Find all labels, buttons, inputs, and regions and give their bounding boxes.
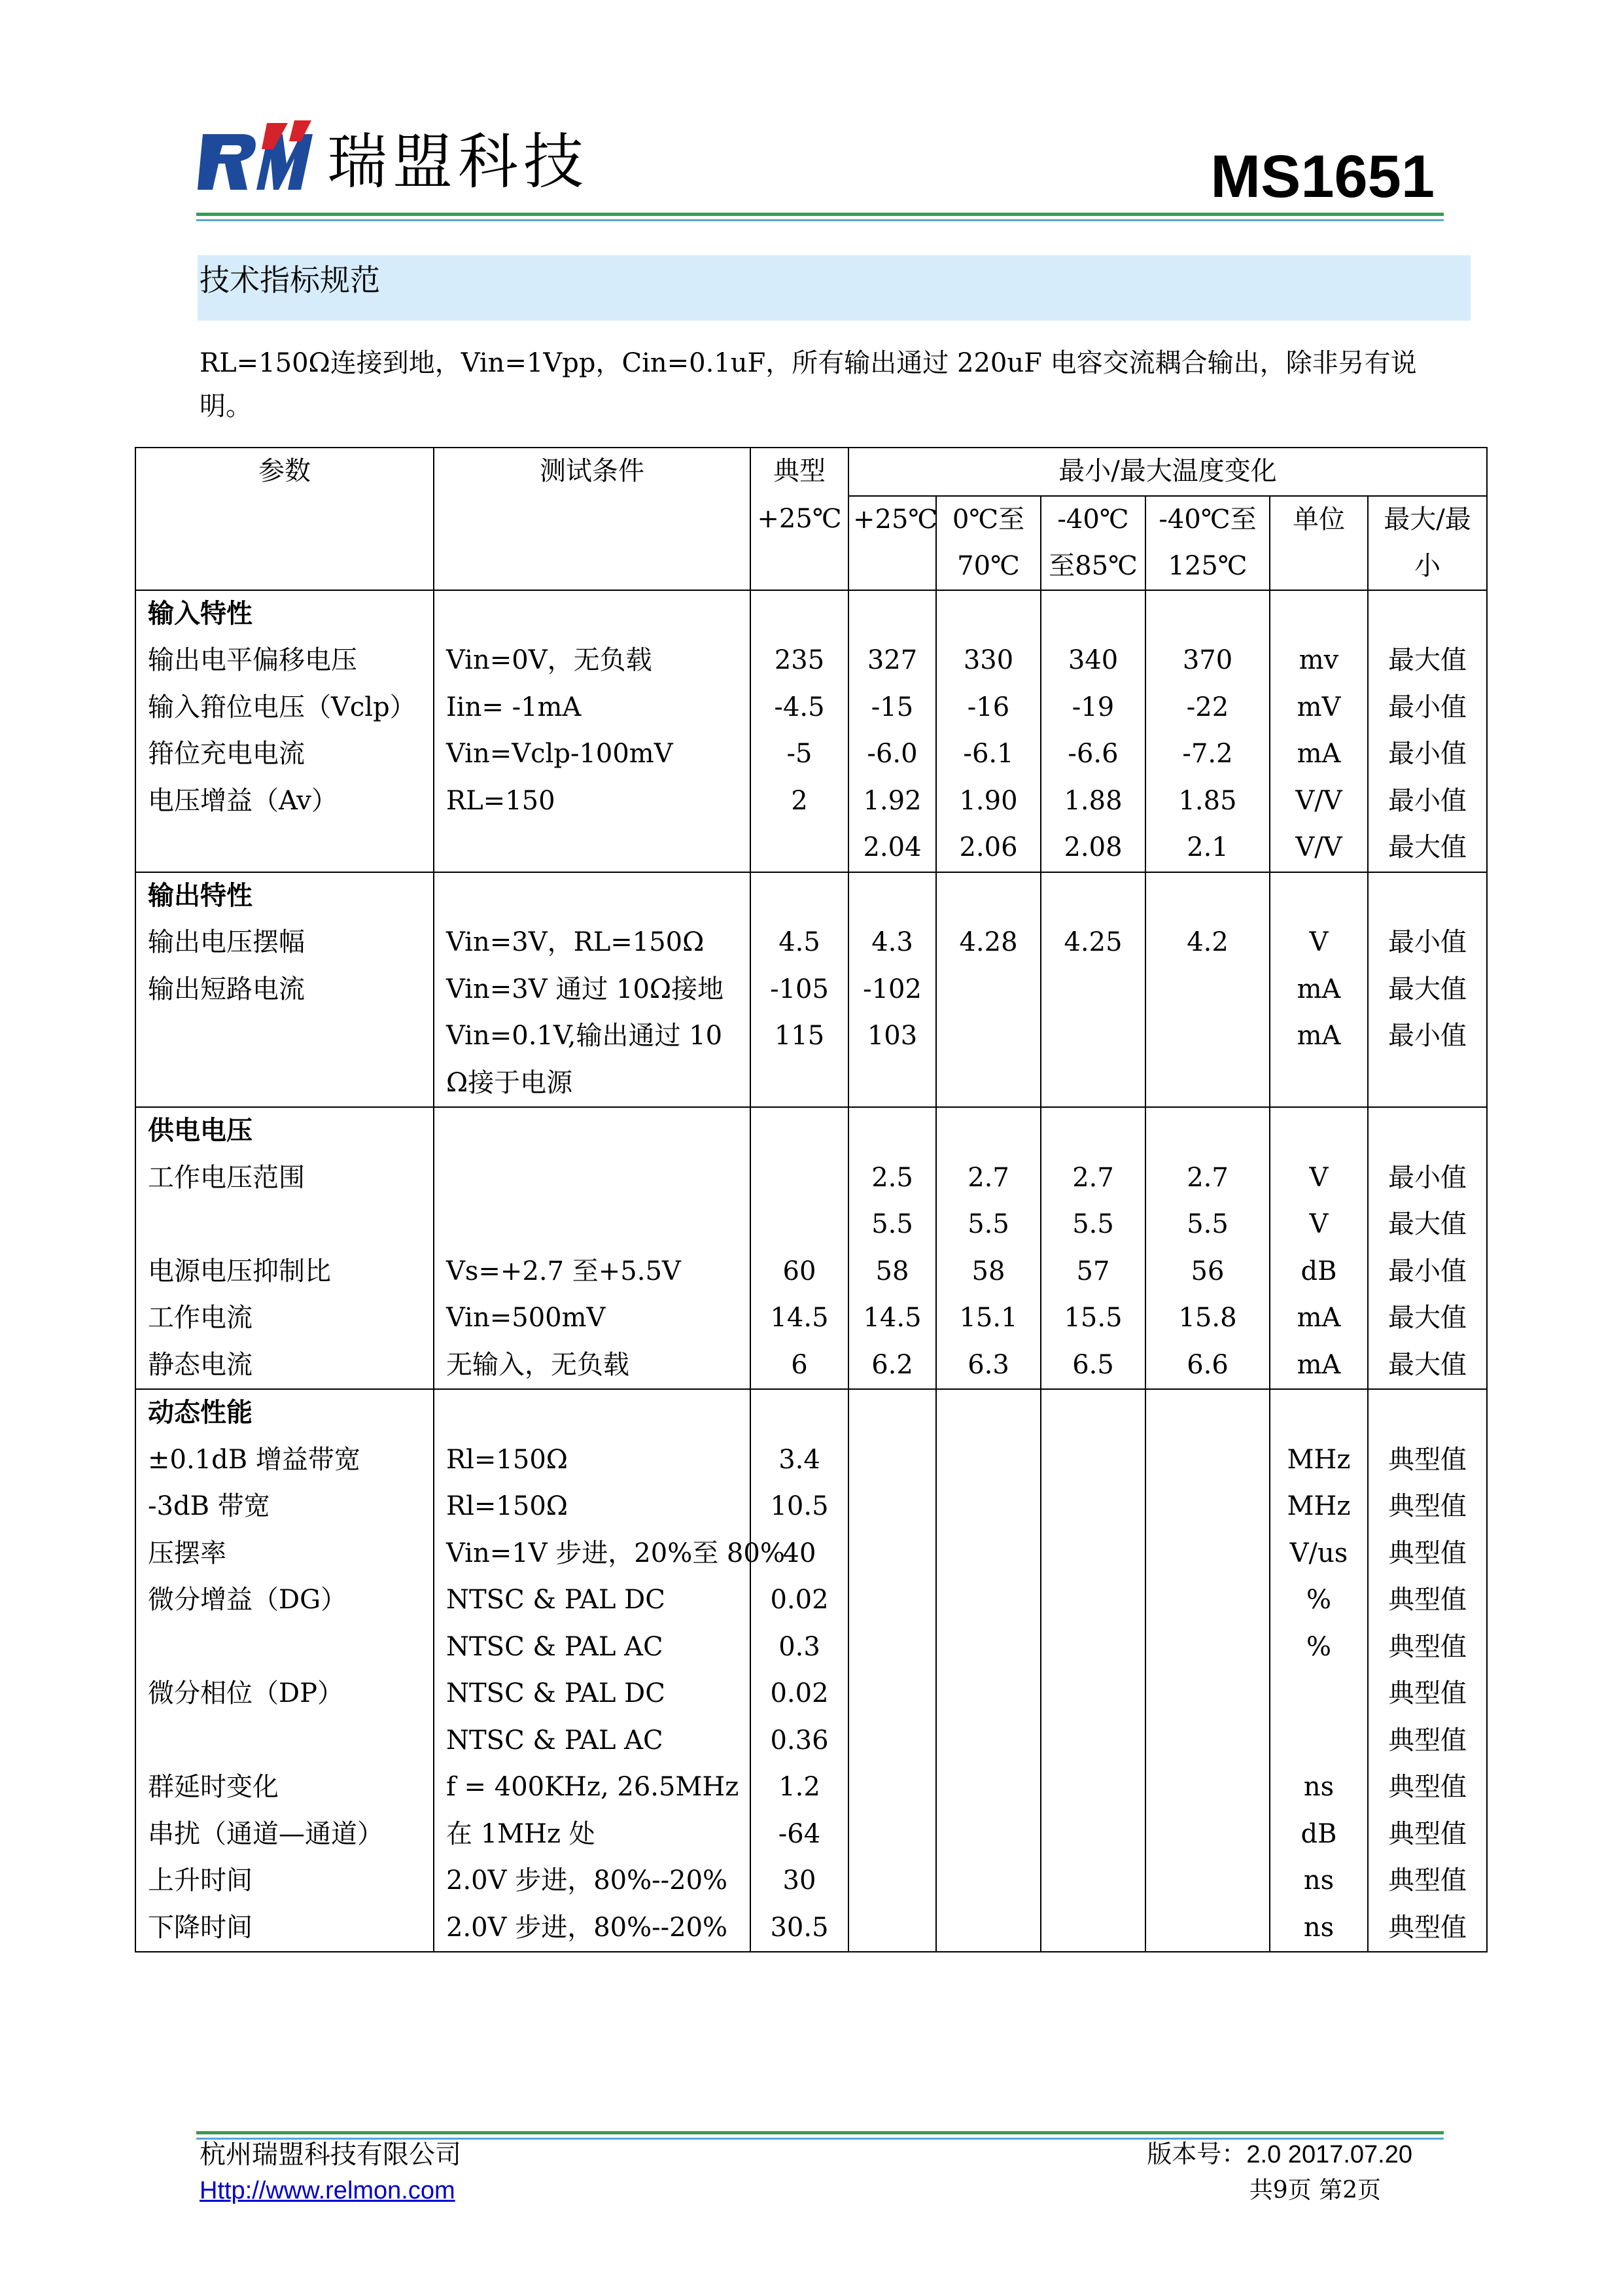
- row-v4: 2.1: [1145, 824, 1270, 872]
- row-v3: -6.6: [1041, 731, 1145, 778]
- header-param: 参数: [135, 448, 434, 590]
- header-temp-m40-85: -40℃至85℃: [1041, 496, 1145, 590]
- row-unit: ns: [1270, 1858, 1368, 1905]
- section-row-output: [135, 872, 1487, 920]
- table-row: [135, 824, 1487, 872]
- section-row-input: [135, 590, 1487, 638]
- row-cond: RL=150: [434, 778, 750, 825]
- row-typ: 60: [750, 1248, 848, 1296]
- row-unit: mv: [1270, 637, 1368, 684]
- row-cond: 在 1MHz 处: [434, 1811, 750, 1858]
- table-row: [135, 637, 1487, 684]
- row-limit: 最小值: [1368, 919, 1487, 966]
- row-cond: NTSC & PAL DC: [434, 1577, 750, 1624]
- header-rule-green: [196, 213, 1444, 216]
- row-limit: 最小值: [1368, 1155, 1487, 1202]
- row-typ: 0.36: [750, 1718, 848, 1765]
- header-typ-temp: +25℃: [750, 496, 848, 590]
- row-cond: Iin= -1mA: [434, 684, 750, 732]
- row-typ: 115: [750, 1013, 848, 1060]
- table-row: [135, 1013, 1487, 1060]
- row-param: 工作电压范围: [135, 1155, 434, 1202]
- row-typ: 6: [750, 1342, 848, 1390]
- table-row: [135, 1483, 1487, 1530]
- header-minmax: 最小/最大温度变化: [848, 448, 1487, 496]
- row-cond: Ω接于电源: [434, 1060, 750, 1108]
- row-v3: -19: [1041, 684, 1145, 732]
- row-v2: -6.1: [936, 731, 1041, 778]
- row-unit: V: [1270, 1155, 1368, 1202]
- row-unit: V/V: [1270, 824, 1368, 872]
- footer-company: 杭州瑞盟科技有限公司: [200, 2140, 461, 2170]
- header-typical: 典型: [750, 448, 848, 496]
- row-typ: 0.02: [750, 1577, 848, 1624]
- table-row: [135, 1718, 1487, 1765]
- row-cond: Vin=Vclp-100mV: [434, 731, 750, 778]
- section-row-dynamic: [135, 1389, 1487, 1437]
- row-v3: 57: [1041, 1248, 1145, 1296]
- row-v1: 14.5: [848, 1295, 936, 1342]
- row-v3: 4.25: [1041, 919, 1145, 966]
- row-param: 微分增益（DG）: [135, 1577, 434, 1624]
- table-row: [135, 1905, 1487, 1952]
- row-param: 串扰（通道—通道）: [135, 1811, 434, 1858]
- row-typ: 10.5: [750, 1483, 848, 1530]
- row-limit: 最小值: [1368, 778, 1487, 825]
- spec-table: [135, 447, 1488, 1952]
- table-row: [135, 919, 1487, 966]
- row-unit: mA: [1270, 1342, 1368, 1390]
- row-v1: 4.3: [848, 919, 936, 966]
- row-v4: -22: [1145, 684, 1270, 732]
- row-v3: 340: [1041, 637, 1145, 684]
- row-limit: 典型值: [1368, 1483, 1487, 1530]
- row-v4: -7.2: [1145, 731, 1270, 778]
- row-param: -3dB 带宽: [135, 1483, 434, 1530]
- row-limit: 最大值: [1368, 1201, 1487, 1248]
- footer-version: 版本号：2.0 2017.07.20: [1147, 2141, 1412, 2168]
- row-param: 输出电压摆幅: [135, 919, 434, 966]
- row-v1: -15: [848, 684, 936, 732]
- table-row: [135, 684, 1487, 732]
- row-limit: 典型值: [1368, 1624, 1487, 1671]
- row-typ: 4.5: [750, 919, 848, 966]
- row-typ: 30.5: [750, 1905, 848, 1952]
- row-param: 电压增益（Av）: [135, 778, 434, 825]
- row-v2: 4.28: [936, 919, 1041, 966]
- row-unit: %: [1270, 1577, 1368, 1624]
- row-limit: 最大值: [1368, 824, 1487, 872]
- company-logo: [196, 118, 314, 200]
- row-unit: V/us: [1270, 1530, 1368, 1578]
- row-limit: 典型值: [1368, 1858, 1487, 1905]
- row-cond: NTSC & PAL AC: [434, 1624, 750, 1671]
- row-param: ±0.1dB 增益带宽: [135, 1437, 434, 1484]
- row-v2: 6.3: [936, 1342, 1041, 1390]
- row-v1: 327: [848, 637, 936, 684]
- row-v4: 1.85: [1145, 778, 1270, 825]
- row-v3: 2.08: [1041, 824, 1145, 872]
- row-v4: 56: [1145, 1248, 1270, 1296]
- table-row: [135, 1248, 1487, 1296]
- row-v3: 1.88: [1041, 778, 1145, 825]
- row-unit: MHz: [1270, 1437, 1368, 1484]
- footer-website-link[interactable]: Http://www.relmon.com: [200, 2177, 455, 2204]
- row-typ: 2: [750, 778, 848, 825]
- header-rule-blue: [196, 219, 1444, 221]
- table-row: [135, 1201, 1487, 1248]
- table-row: [135, 966, 1487, 1014]
- row-limit: 最大值: [1368, 1295, 1487, 1342]
- row-unit: V/V: [1270, 778, 1368, 825]
- row-limit: 典型值: [1368, 1718, 1487, 1765]
- row-cond: Vin=500mV: [434, 1295, 750, 1342]
- row-param: 输出短路电流: [135, 966, 434, 1014]
- row-limit: 最小值: [1368, 1013, 1487, 1060]
- row-unit: dB: [1270, 1248, 1368, 1296]
- row-limit: 典型值: [1368, 1764, 1487, 1811]
- row-v2: 15.1: [936, 1295, 1041, 1342]
- row-v2: -16: [936, 684, 1041, 732]
- row-v1: -102: [848, 966, 936, 1014]
- row-v3: 2.7: [1041, 1155, 1145, 1202]
- row-cond: Vin=0V，无负载: [434, 637, 750, 684]
- row-v4: 5.5: [1145, 1201, 1270, 1248]
- row-limit: 最小值: [1368, 731, 1487, 778]
- row-param: 上升时间: [135, 1858, 434, 1905]
- section-title-bar: [198, 255, 1471, 321]
- row-typ: -5: [750, 731, 848, 778]
- row-typ: 30: [750, 1858, 848, 1905]
- intro-paragraph: RL=150Ω连接到地，Vin=1Vpp，Cin=0.1uF，所有输出通过 220uF 电容交流耦合输出，除非另有说明。: [200, 348, 1417, 421]
- row-typ: -105: [750, 966, 848, 1014]
- row-v4: 370: [1145, 637, 1270, 684]
- row-v2: 58: [936, 1248, 1041, 1296]
- row-v3: 6.5: [1041, 1342, 1145, 1390]
- table-row: [135, 1060, 1487, 1108]
- row-cond: Vin=0.1V,输出通过 10: [434, 1013, 750, 1060]
- row-typ: 1.2: [750, 1764, 848, 1811]
- row-unit: dB: [1270, 1811, 1368, 1858]
- row-limit: 典型值: [1368, 1905, 1487, 1952]
- table-row: [135, 1858, 1487, 1905]
- row-typ: 3.4: [750, 1437, 848, 1484]
- row-v2: 1.90: [936, 778, 1041, 825]
- row-v1: 1.92: [848, 778, 936, 825]
- row-typ: -4.5: [750, 684, 848, 732]
- row-param: 压摆率: [135, 1530, 434, 1578]
- header-unit: 单位: [1270, 496, 1368, 590]
- model-number: MS1651: [1210, 143, 1435, 210]
- row-cond: Vin=1V 步进，20%至 80%: [434, 1530, 750, 1578]
- row-cond: f = 400KHz, 26.5MHz: [434, 1764, 750, 1811]
- table-row: [135, 731, 1487, 778]
- row-cond: 2.0V 步进，80%--20%: [434, 1905, 750, 1952]
- row-cond: Vin=3V，RL=150Ω: [434, 919, 750, 966]
- table-row: [135, 1811, 1487, 1858]
- row-param: 箝位充电电流: [135, 731, 434, 778]
- row-unit: V: [1270, 1201, 1368, 1248]
- row-unit: mA: [1270, 1295, 1368, 1342]
- row-typ: 0.02: [750, 1670, 848, 1718]
- section-title: 技术指标规范: [200, 262, 380, 298]
- row-param: 下降时间: [135, 1905, 434, 1952]
- row-v1: 5.5: [848, 1201, 936, 1248]
- row-v4: 4.2: [1145, 919, 1270, 966]
- footer-page-number: 共9页 第2页: [1249, 2177, 1381, 2204]
- row-v2: 2.7: [936, 1155, 1041, 1202]
- row-limit: 典型值: [1368, 1670, 1487, 1718]
- row-param: 输出电平偏移电压: [135, 637, 434, 684]
- table-row: [135, 1155, 1487, 1202]
- header-temp-25: +25℃: [848, 496, 936, 590]
- table-row: [135, 778, 1487, 825]
- section-row-supply: [135, 1107, 1487, 1155]
- row-cond: Rl=150Ω: [434, 1437, 750, 1484]
- row-v1: -6.0: [848, 731, 936, 778]
- header-temp-m40-125: -40℃至125℃: [1145, 496, 1270, 590]
- row-v2: 330: [936, 637, 1041, 684]
- row-unit: mV: [1270, 684, 1368, 732]
- row-limit: 最大值: [1368, 966, 1487, 1014]
- header-condition: 测试条件: [434, 448, 750, 590]
- section-output-label: 输出特性: [135, 872, 434, 920]
- row-v2: 5.5: [936, 1201, 1041, 1248]
- row-unit: mA: [1270, 1013, 1368, 1060]
- row-cond: NTSC & PAL DC: [434, 1670, 750, 1718]
- row-v3: 15.5: [1041, 1295, 1145, 1342]
- row-cond: 2.0V 步进，80%--20%: [434, 1858, 750, 1905]
- row-v4: 15.8: [1145, 1295, 1270, 1342]
- table-header-row: [135, 448, 1487, 496]
- row-cond: 无输入，无负载: [434, 1342, 750, 1390]
- row-param: 微分相位（DP）: [135, 1670, 434, 1718]
- row-limit: 典型值: [1368, 1811, 1487, 1858]
- row-v2: 2.06: [936, 824, 1041, 872]
- header-limit: 最大/最小: [1368, 496, 1487, 590]
- table-row: [135, 1670, 1487, 1718]
- row-unit: %: [1270, 1624, 1368, 1671]
- section-supply-label: 供电电压: [135, 1107, 434, 1155]
- section-input-label: 输入特性: [135, 590, 434, 638]
- company-name: 瑞盟科技: [327, 127, 589, 197]
- row-unit: ns: [1270, 1905, 1368, 1952]
- row-v3: 5.5: [1041, 1201, 1145, 1248]
- row-param: 工作电流: [135, 1295, 434, 1342]
- row-limit: 最小值: [1368, 684, 1487, 732]
- row-unit: MHz: [1270, 1483, 1368, 1530]
- row-cond: Vs=+2.7 至+5.5V: [434, 1248, 750, 1296]
- row-limit: 典型值: [1368, 1437, 1487, 1484]
- row-param: 电源电压抑制比: [135, 1248, 434, 1296]
- table-row: [135, 1530, 1487, 1578]
- row-v1: 2.04: [848, 824, 936, 872]
- row-typ: 0.3: [750, 1624, 848, 1671]
- row-v1: 2.5: [848, 1155, 936, 1202]
- row-unit: ns: [1270, 1764, 1368, 1811]
- table-row: [135, 1437, 1487, 1484]
- row-unit: mA: [1270, 731, 1368, 778]
- row-limit: 典型值: [1368, 1577, 1487, 1624]
- table-row: [135, 1342, 1487, 1390]
- row-v4: 2.7: [1145, 1155, 1270, 1202]
- footer-rule-green: [196, 2131, 1444, 2134]
- row-param: 群延时变化: [135, 1764, 434, 1811]
- table-row: [135, 1577, 1487, 1624]
- row-v1: 58: [848, 1248, 936, 1296]
- row-typ: 40: [750, 1530, 848, 1578]
- row-typ: -64: [750, 1811, 848, 1858]
- row-unit: mA: [1270, 966, 1368, 1014]
- row-param: 输入箝位电压（Vclp）: [135, 684, 434, 732]
- section-dynamic-label: 动态性能: [135, 1389, 434, 1437]
- row-cond: Vin=3V 通过 10Ω接地: [434, 966, 750, 1014]
- row-limit: 最大值: [1368, 637, 1487, 684]
- table-row: [135, 1764, 1487, 1811]
- row-cond: NTSC & PAL AC: [434, 1718, 750, 1765]
- table-row: [135, 1295, 1487, 1342]
- row-typ: 14.5: [750, 1295, 848, 1342]
- row-v4: 6.6: [1145, 1342, 1270, 1390]
- row-cond: Rl=150Ω: [434, 1483, 750, 1530]
- row-limit: 最大值: [1368, 1342, 1487, 1390]
- row-limit: 典型值: [1368, 1530, 1487, 1578]
- row-v1: 103: [848, 1013, 936, 1060]
- row-typ: 235: [750, 637, 848, 684]
- row-v1: 6.2: [848, 1342, 936, 1390]
- row-param: 静态电流: [135, 1342, 434, 1390]
- table-row: [135, 1624, 1487, 1671]
- header-temp-0-70: 0℃至70℃: [936, 496, 1041, 590]
- row-unit: V: [1270, 919, 1368, 966]
- row-limit: 最小值: [1368, 1248, 1487, 1296]
